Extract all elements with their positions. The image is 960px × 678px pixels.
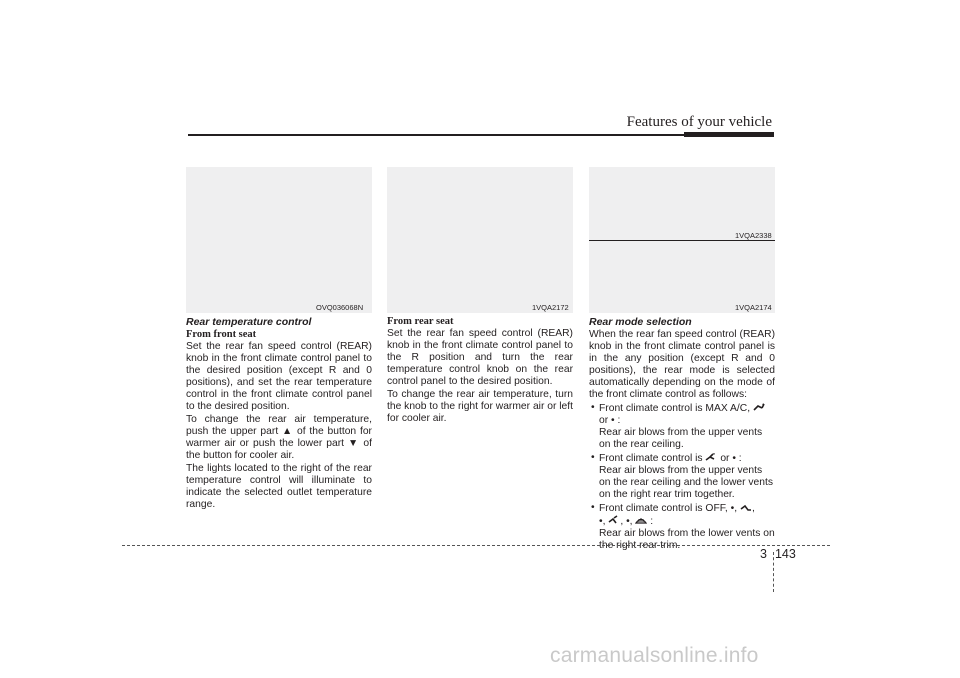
column-rear-temperature-control [186, 316, 372, 512]
section-heading: Rear mode selection [589, 316, 692, 328]
illustration-front-climate-panel [186, 167, 372, 313]
mode-list [589, 402, 775, 552]
list-item: • Front climate control is or • : Rear air blows from the upper vents on the rear ceiling and the lower vents on the right rear trim together. [589, 452, 775, 501]
header-rule-accent [684, 132, 774, 137]
subheading-rear-seat: From rear seat [387, 316, 454, 327]
bi-level-mode-icon [705, 452, 717, 462]
down-arrow-icon: ▼ [348, 438, 360, 449]
face-vent-mode-icon [753, 402, 765, 412]
illustration-rear-control-knob [387, 167, 573, 313]
floor-defrost-mode-icon [608, 515, 620, 525]
up-arrow-icon: ▲ [282, 426, 294, 437]
image-code: 1VQA2338 [735, 231, 772, 240]
list-item: • Front climate control is MAX A/C, or • : Rear air blows from the upper vents on the rear ceiling. [589, 402, 775, 451]
paragraph-change-temp: To change the rear air temperature, push the upper part ▲ of the button for warmer air or push the lower part ▼ of the button for cooler air. [186, 414, 372, 461]
column-rear-mode-selection [589, 316, 775, 553]
paragraph: Set the rear fan speed control (REAR) knob in the front climate control panel to the R position and turn the rear temperature control knob on the rear control panel to the desired position. [387, 328, 573, 387]
section-heading: Rear temperature control [186, 316, 312, 328]
column-from-rear-seat [387, 316, 573, 426]
image-code: OVQ036068N [316, 303, 364, 312]
paragraph: The lights located to the right of the rear temperature control will illuminate to indicate the selected outlet temperature range. [186, 463, 372, 510]
paragraph: Set the rear fan speed control (REAR) knob in the front climate control panel to the desired position (except R and 0 positions), and set the rear temperature control in the front climate control panel to the desired position. [186, 341, 372, 412]
paragraph: To change the rear air temperature, turn the knob to the right for warmer air or left for cooler air. [387, 389, 573, 424]
image-code: 1VQA2172 [532, 303, 569, 312]
defrost-mode-icon [635, 515, 647, 525]
floor-vent-mode-icon [740, 502, 752, 512]
image-divider [589, 240, 775, 241]
page-number: 3 143 [760, 547, 796, 561]
footer-rule [122, 545, 830, 546]
watermark: carmanualsonline.info [550, 644, 759, 667]
list-item: • Front climate control is OFF, •, , •, , •, : Rear air blows from the lower vents on the right rear trim. [589, 502, 775, 552]
subheading-front-seat: From front seat [186, 329, 257, 340]
image-code: 1VQA2174 [735, 303, 772, 312]
paragraph: When the rear fan speed control (REAR) knob in the front climate control panel is in the any position (except R and 0 positions), the rear mode is selected automatically depending on the mode of the front climate control as follows: [589, 329, 775, 400]
page-header-title: Features of your vehicle [626, 114, 772, 130]
